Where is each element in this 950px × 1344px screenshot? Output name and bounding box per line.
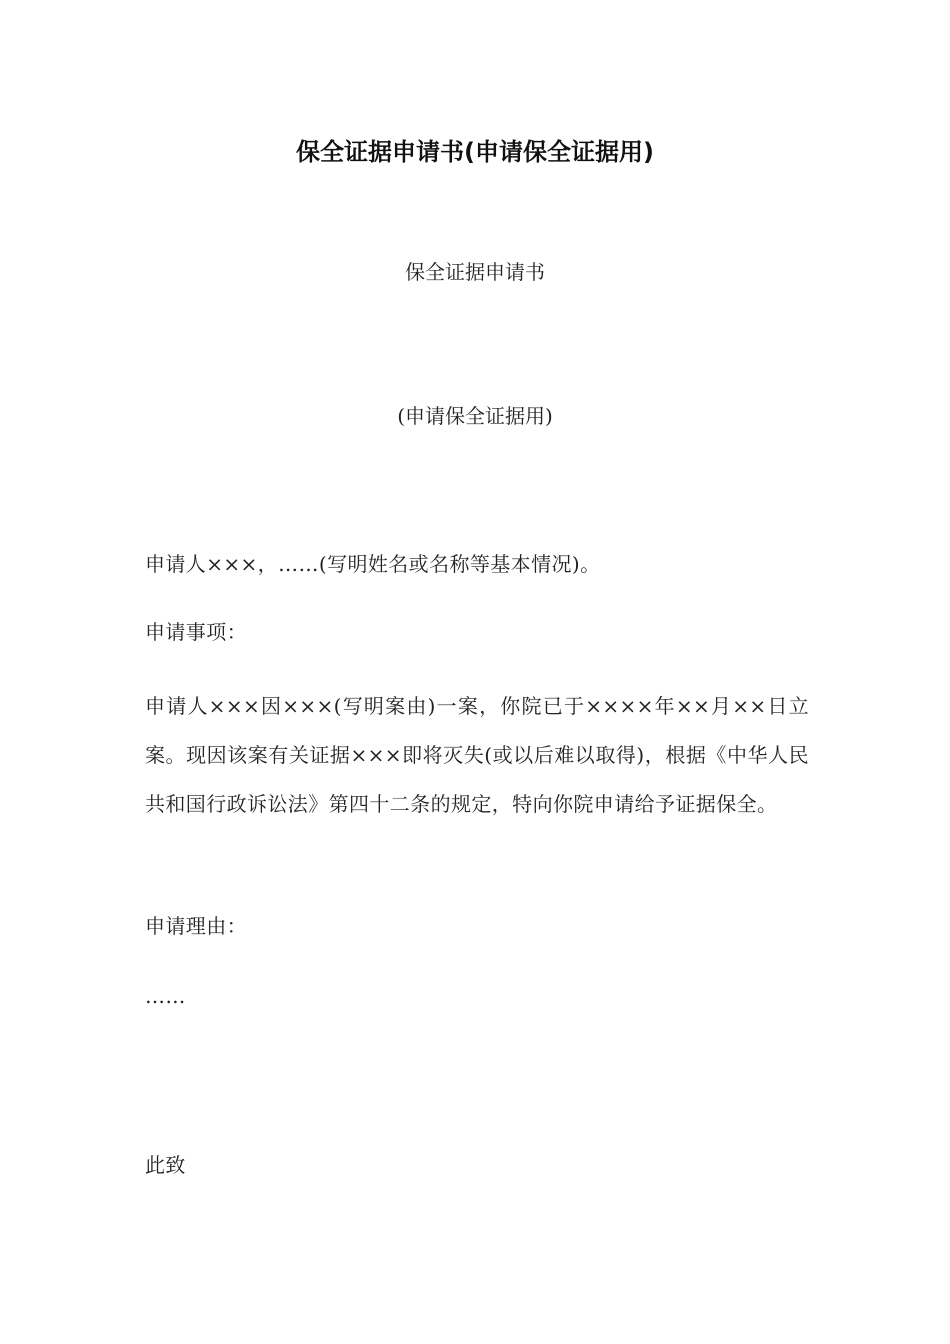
usage-note: (申请保全证据用) xyxy=(397,404,553,428)
reason-heading: 申请理由： xyxy=(145,914,247,938)
closing-salutation: 此致 xyxy=(145,1153,186,1177)
items-heading: 申请事项： xyxy=(145,620,247,644)
document-title: 保全证据申请书(申请保全证据用) xyxy=(296,138,654,166)
items-paragraph: 申请人×××因×××(写明案由)一案，你院已于××××年××月××日立案。现因该案有关证据×××即将灭失(或以后难以取得)，根据《中华人民共和国行政诉讼法》第四十二条的规定，特向你院申请给予证据保全。 xyxy=(145,694,809,816)
applicant-paragraph: 申请人×××，……(写明姓名或名称等基本情况)。 xyxy=(145,552,601,576)
document-subtitle: 保全证据申请书 xyxy=(405,260,545,284)
reason-paragraph: …… xyxy=(145,984,186,1008)
